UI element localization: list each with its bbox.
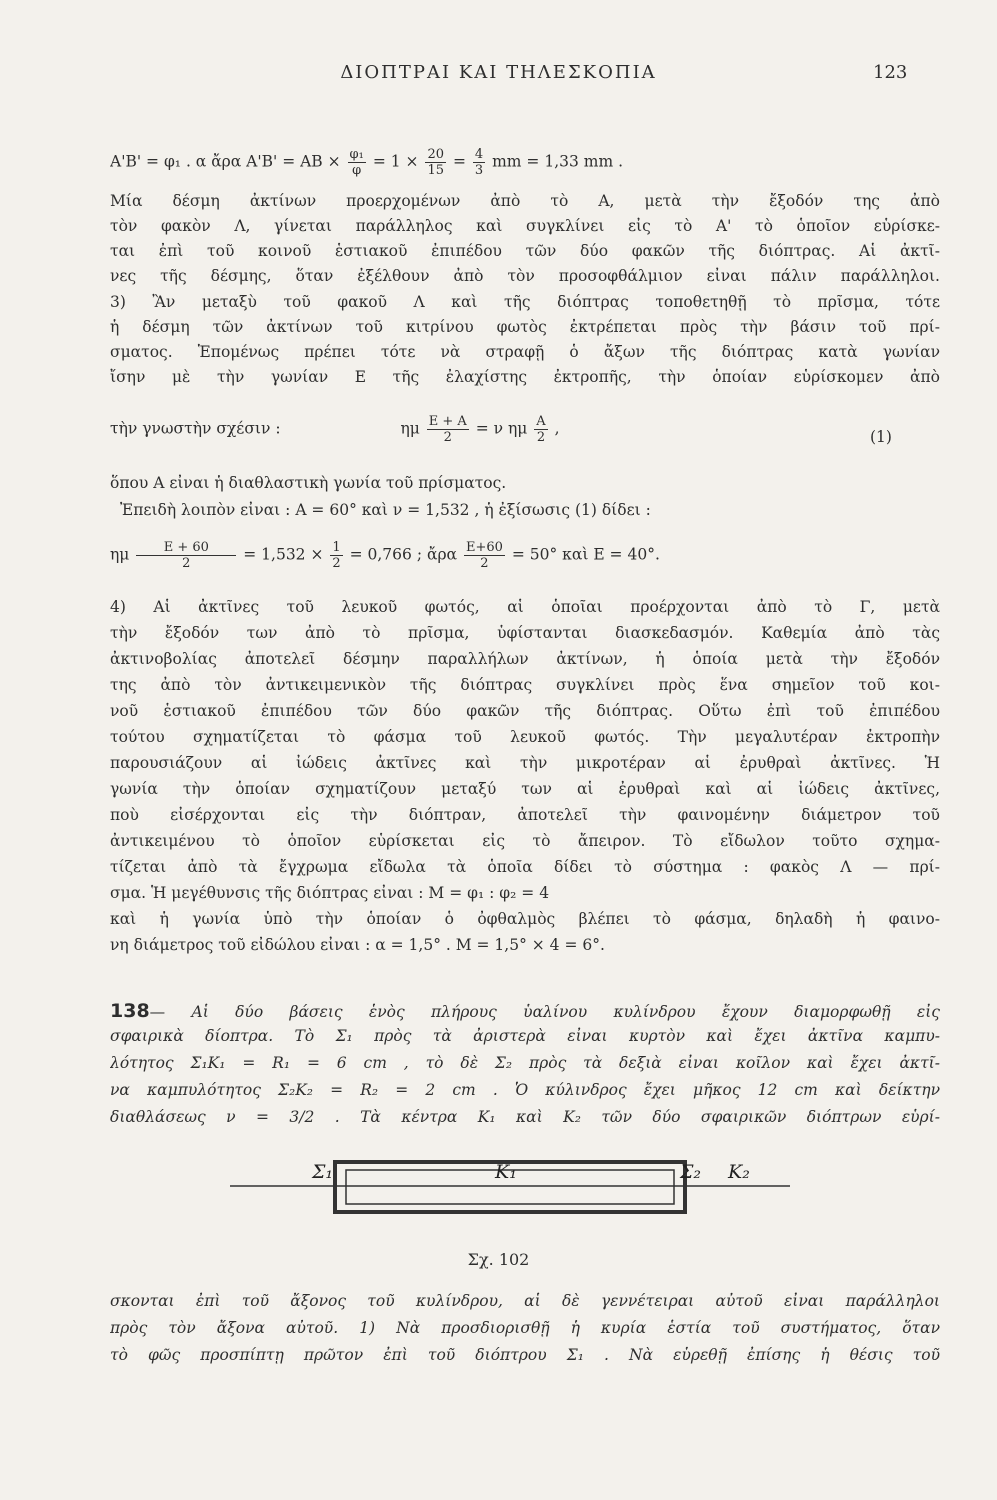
problem-text-line: σκονται ἐπὶ τοῦ ἄξονος τοῦ κυλίνδρου, αἱ δὲ γεννέτειραι αὐτοῦ εἶναι παράλληλοι xyxy=(110,1292,940,1310)
text-line: νοῦ ἑστιακοῦ ἐπιπέδου τῶν δύο φακῶν τῆς διόπτρας. Οὕτω ἐπὶ τοῦ ἐπιπέδου xyxy=(110,702,940,720)
text-line: σματος. Ἑπομένως πρέπει τότε νὰ στραφῇ ὁ ἄξων τῆς διόπτρας κατὰ γωνίαν xyxy=(110,343,940,361)
text-line: νες τῆς δέσμης, ὅταν ἐξέλθουν ἀπὸ τὸν προσοφθάλμιον εἶναι πάλιν παράλληλοι. xyxy=(110,267,940,285)
formula-min-deviation: τὴν γνωστὴν σχέσιν : ημ $\frac{E + A}{2}$ = ν ημ $\frac{A}{2}$ , xyxy=(110,414,560,445)
fraction: $\frac{E+60}{2}$ xyxy=(465,540,503,571)
figure-caption: Σχ. 102 xyxy=(467,1250,530,1269)
text-line: τὸν φακὸν Λ, γίνεται παράλληλος καὶ συγκλίνει εἰς τὸ Α' τὸ ὁποῖον εὑρίσκε- xyxy=(110,217,940,235)
problem-text-line: πρὸς τὸν ἄξονα αὐτοῦ. 1) Νὰ προσδιορισθῇ ἡ κυρία ἑστία τοῦ συστήματος, ὅταν xyxy=(110,1319,940,1337)
fraction: $\frac{20}{15}$ xyxy=(427,147,444,178)
text-line: ἴσην μὲ τὴν γωνίαν Ε τῆς ἐλαχίστης ἐκτροπῆς, τὴν ὁποίαν εὑρίσκομεν ἀπὸ xyxy=(110,368,940,386)
text-line: 4) Αἱ ἀκτῖνες τοῦ λευκοῦ φωτός, αἱ ὁποῖαι προέρχονται ἀπὸ τὸ Γ, μετὰ xyxy=(110,598,940,616)
fraction: $\frac{E + A}{2}$ xyxy=(428,414,467,445)
problem-138-line: 138— Αἱ δύο βάσεις ἑνὸς πλήρους ὑαλίνου κυλίνδρου ἔχουν διαμορφωθῇ εἰς xyxy=(110,1000,940,1022)
label-k1: Κ₁ xyxy=(495,1161,517,1183)
text-line: ται ἐπὶ τοῦ κοινοῦ ἑστιακοῦ ἐπιπέδου τῶν δύο φακῶν τῆς διόπτρας. Αἱ ἀκτῖ- xyxy=(110,242,940,260)
text-line: 3) Ἂν μεταξὺ τοῦ φακοῦ Λ καὶ τῆς διόπτρας τοποθετηθῇ τὸ πρῖσμα, τότε xyxy=(110,293,940,311)
problem-text-line: να καμπυλότητος Σ₂Κ₂ = R₂ = 2 cm . Ὁ κύλινδρος ἔχει μῆκος 12 cm καὶ δείκτην xyxy=(110,1081,940,1099)
text-line: ἡ δέσμη τῶν ἀκτίνων τοῦ κιτρίνου φωτὸς ἐκτρέπεται πρὸς τὴν βάσιν τοῦ πρί- xyxy=(110,318,940,336)
label-k2: Κ₂ xyxy=(728,1161,750,1183)
text-line: ἀντικειμένου τὸ ὁποῖον εὑρίσκεται εἰς τὸ ἄπειρον. Τὸ εἴδωλον τοῦτο σχημα- xyxy=(110,832,940,850)
problem-text-line: λότητος Σ₁Κ₁ = R₁ = 6 cm , τὸ δὲ Σ₂ πρὸς τὰ δεξιὰ εἶναι κοῖλον καὶ ἔχει ἀκτῖ- xyxy=(110,1054,940,1072)
problem-text-line: τὸ φῶς προσπίπτῃ πρῶτον ἐπὶ τοῦ διόπτρου Σ₁ . Νὰ εὑρεθῇ ἐπίσης ἡ θέσις τοῦ xyxy=(110,1346,940,1364)
text-line: παρουσιάζουν αἱ ἰώδεις ἀκτῖνες καὶ τὴν μικροτέραν αἱ ἐρυθραὶ ἀκτῖνες. Ἡ xyxy=(110,754,940,772)
fraction: $\frac{A}{2}$ xyxy=(536,414,546,445)
text-line: καὶ ἡ γωνία ὑπὸ τὴν ὁποίαν ὁ ὀφθαλμὸς βλέπει τὸ φάσμα, δηλαδὴ ἡ φαινο- xyxy=(110,910,940,928)
fraction: $\frac{4}{3}$ xyxy=(474,147,484,178)
fraction: $\frac{\text{φ₁}}{\varphi}$ xyxy=(349,147,364,178)
problem-text-line: διαθλάσεως ν = 3/2 . Τὰ κέντρα Κ₁ καὶ Κ₂ τῶν δύο σφαιρικῶν διόπτρων εὑρί- xyxy=(110,1108,940,1126)
text-line: τίζεται ἀπὸ τὰ ἔγχρωμα εἴδωλα τὰ ὁποῖα δίδει τὸ σύστημα : φακὸς Λ — πρί- xyxy=(110,858,940,876)
fraction: $\frac{1}{2}$ xyxy=(332,540,341,571)
equation-number: (1) xyxy=(870,428,892,446)
page-number: 123 xyxy=(873,62,908,83)
label-s1: Σ₁ xyxy=(312,1161,334,1183)
formula-magnification: Α'Β' = φ₁ . α ἄρα Α'Β' = ΑΒ × $\frac{\text{φ₁}}{\varphi}$ = 1 × $\frac{20}{15}$ = $\frac{4}{3}$ mm = 1,33 mm . xyxy=(110,147,624,178)
fraction: $\frac{E + 60}{2}$ xyxy=(136,540,236,571)
text-line: της ἀπὸ τὸν ἀντικειμενικὸν τῆς διόπτρας συγκλίνει πρὸς ἕνα σημεῖον τοῦ κοι- xyxy=(110,676,940,694)
cylinder-figure xyxy=(230,1142,790,1232)
text-line: γωνία τὴν ὁποίαν σχηματίζουν μεταξύ των αἱ ἐρυθραὶ καὶ αἱ ἰώδεις ἀκτῖνες, xyxy=(110,780,940,798)
text-line: ποὺ εἰσέρχονται εἰς τὴν διόπτραν, ἀποτελεῖ τὴν φαινομένην διάμετρον τοῦ xyxy=(110,806,940,824)
text-line: τὴν ἔξοδόν των ἀπὸ τὸ πρῖσμα, ὑφίστανται διασκεδασμόν. Καθεμία ἀπὸ τὰς xyxy=(110,624,940,642)
text-line: νη διάμετρος τοῦ εἰδώλου εἶναι : α = 1,5° . Μ = 1,5° × 4 = 6°. xyxy=(110,936,605,954)
text-line: Ἐπειδὴ λοιπὸν εἶναι : Α = 60° καὶ ν = 1,532 , ἡ ἐξίσωσις (1) δίδει : xyxy=(120,501,651,519)
text-line: σμα. Ἡ μεγέθυνσις τῆς διόπτρας εἶναι : Μ = φ₁ : φ₂ = 4 xyxy=(110,884,550,902)
label-s2: Σ₂ xyxy=(680,1161,702,1183)
text-line: Μία δέσμη ἀκτίνων προερχομένων ἀπὸ τὸ Α, μετὰ τὴν ἔξοδόν της ἀπὸ xyxy=(110,192,940,210)
running-header-title: ΔΙΟΠΤΡΑΙ ΚΑΙ ΤΗΛΕΣΚΟΠΙΑ xyxy=(340,62,657,83)
text-line: ἀκτινοβολίας ἀποτελεῖ δέσμην παραλλήλων ἀκτίνων, ἡ ὁποία μετὰ τὴν ἔξοδόν xyxy=(110,650,940,668)
formula-solution: ημ $\frac{E + 60}{2}$ = 1,532 × $\frac{1}{2}$ = 0,766 ; ἄρα $\frac{E+60}{2}$ = 50° καὶ Ε = 40°. xyxy=(110,540,660,571)
problem-number: 138 xyxy=(110,1000,150,1022)
text-line: τούτου σχηματίζεται τὸ φάσμα τοῦ λευκοῦ φωτός. Τὴν μεγαλυτέραν ἐκτροπὴν xyxy=(110,728,940,746)
text-line: ὅπου Α εἶναι ἡ διαθλαστικὴ γωνία τοῦ πρίσματος. xyxy=(110,474,507,492)
problem-text-line: σφαιρικὰ δίοπτρα. Τὸ Σ₁ πρὸς τὰ ἀριστερὰ εἶναι κυρτὸν καὶ ἔχει ἀκτῖνα καμπυ- xyxy=(110,1027,940,1045)
